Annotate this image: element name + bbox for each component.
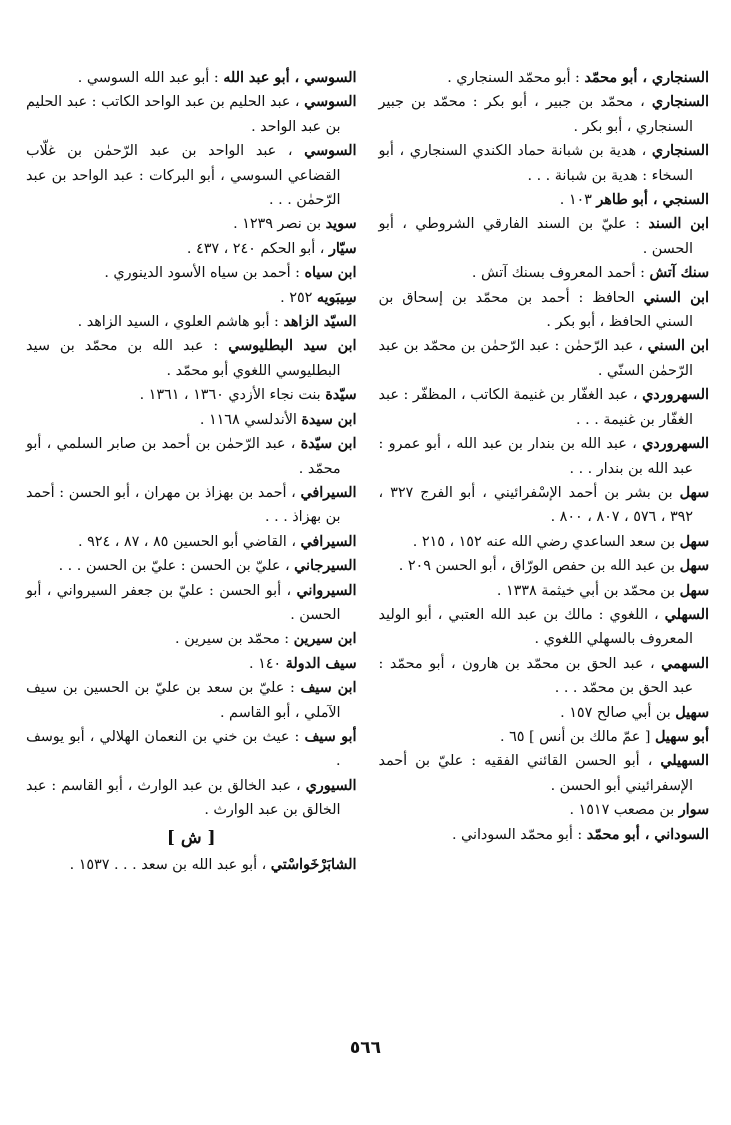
entry-text: ، عبد الرّحمٰن بن أحمد بن صابر السلمي ، أبو محمّد . xyxy=(26,436,341,477)
index-column-left xyxy=(26,66,357,877)
index-entry xyxy=(379,261,710,285)
entry-text: ، أبو الحكم ٢٤٠ ، ٤٣٧ . xyxy=(186,240,329,257)
entry-text: ، عبد الله بن بندار بن عبد الله ، أبو عمرو : عبد الله بن بندار . . . xyxy=(378,436,693,477)
entry-headword: ابن السني xyxy=(643,289,710,306)
index-column-right xyxy=(379,66,710,877)
entry-text: : أبو محمّد السوداني . xyxy=(451,826,587,843)
entry-text: ١٠٣ . xyxy=(559,192,597,209)
index-entry xyxy=(26,139,357,212)
entry-text: ٢٥٢ . xyxy=(280,289,317,306)
index-entry xyxy=(26,530,357,554)
entry-headword: السنجاري xyxy=(651,143,709,160)
entry-headword: سهل xyxy=(679,582,709,599)
index-entry xyxy=(379,139,710,188)
entry-headword: ابن السني xyxy=(647,338,710,355)
entry-headword: سهل xyxy=(679,484,709,501)
entry-headword: سهل xyxy=(679,533,709,550)
index-entry xyxy=(379,286,710,335)
entry-text: : عبد الله بن محمّد بن سيد البطليوسي اللغوي أبو محمّد . xyxy=(26,338,341,379)
index-entry xyxy=(26,853,357,877)
entry-text: : عليّ بن السند الفارقي الشروطي ، أبو الحسن . xyxy=(378,216,693,257)
entry-text: بن بشر بن أحمد الإسْفرائيني ، أبو الفرج ٣٢٧ ، ٣٩٢ ، ٥٧٦ ، ٨٠٧ ، ٨٠٠ . xyxy=(378,484,693,526)
page-number: ٥٦٦ xyxy=(349,1038,382,1058)
index-entry xyxy=(26,212,357,236)
index-entry xyxy=(379,823,710,847)
entry-headword: السهلي xyxy=(664,606,709,623)
entry-headword: ابن سيف xyxy=(300,680,357,697)
entry-headword: السنجاري ، أبو محمّد xyxy=(584,70,709,86)
entry-text: بن أبي صالح ١٥٧ . xyxy=(560,704,676,721)
entry-headword: السهروردي xyxy=(642,387,709,404)
entry-text: الحافظ : أحمد بن محمّد بن إسحاق بن السني الحافظ ، أبو بكر . xyxy=(378,289,693,331)
entry-text: بن نصر ١٢٣٩ . xyxy=(233,216,326,233)
index-entry xyxy=(26,237,357,261)
entry-text: ، عبد الرّحمٰن : عبد الرّحمٰن بن محمّد بن عبد الرّحمٰن السنّي . xyxy=(378,338,693,379)
index-entry xyxy=(26,725,357,774)
entry-text: ، أبو الحسن : عليّ بن جعفر السيرواني ، أبو الحسن . xyxy=(26,582,341,623)
entry-headword: سيف الدولة xyxy=(285,655,357,672)
entry-text: ، اللغوي : مالك بن عبد الله العتبي ، أبو الوليد المعروف بالسهلي اللغوي . xyxy=(378,606,693,648)
entry-headword: ابن سيدة xyxy=(301,411,357,428)
entry-headword: السهيلي xyxy=(660,753,709,770)
entry-text: ١٤٠ . xyxy=(248,655,286,672)
entry-headword: سوار xyxy=(678,802,709,819)
index-entry xyxy=(26,286,357,310)
index-entry xyxy=(26,627,357,651)
entry-headword: سيّدة xyxy=(325,387,357,404)
entry-text: ، عبد الحق بن محمّد بن هارون ، أبو محمّد : عبد الحق بن محمّد . . . xyxy=(378,655,693,697)
index-entry xyxy=(379,603,710,652)
index-entry xyxy=(379,212,710,261)
entry-headword: السيرجاني xyxy=(294,558,357,575)
entry-headword: الشابَرْخَواسْتي xyxy=(270,856,357,873)
entry-text: ، عبد الخالق بن عبد الوارث ، أبو القاسم : عبد الخالق بن عبد الوارث . xyxy=(26,777,341,819)
entry-text: ، هدية بن شبانة حماد الكندي السنجاري ، أبو السخاء : هدية بن شبانة . . . xyxy=(378,143,693,184)
entry-headword: سهل xyxy=(679,558,709,575)
index-entry xyxy=(379,579,710,603)
index-entry xyxy=(26,261,357,285)
entry-headword: السهمي xyxy=(661,655,709,672)
index-entry xyxy=(379,554,710,578)
index-entry xyxy=(379,334,710,383)
entry-text: : أبو محمّد السنجاري . xyxy=(447,70,585,86)
index-entry xyxy=(379,383,710,432)
entry-headword: السوسي ، أبو عبد الله xyxy=(223,70,357,86)
entry-headword: السيرافي xyxy=(300,484,357,501)
entry-text: : أبو عبد الله السوسي . xyxy=(77,70,224,86)
index-entry xyxy=(379,530,710,554)
entry-text: بن سعد الساعدي رضي الله عنه ١٥٢ ، ٢١٥ . xyxy=(412,533,680,550)
entry-text: ، عبد الواحد بن عبد الرّحمٰن بن غلّاب القضاعي السوسي ، أبو البركات : عبد الواحد بن عبد الرّحمٰن . . . xyxy=(26,143,341,209)
index-entry xyxy=(26,774,357,823)
entry-headword: ابن السند xyxy=(648,216,710,233)
index-entry xyxy=(26,676,357,725)
entry-headword: السيرواني xyxy=(296,582,357,599)
entry-text: ، عليّ بن الحسن : عليّ بن الحسن . . . xyxy=(58,558,295,575)
index-entry xyxy=(26,481,357,530)
entry-text: : محمّد بن سيرين . xyxy=(174,631,294,648)
entry-headword: أبو سيف xyxy=(304,728,357,745)
entry-text: : أحمد المعروف بسنك آتش . xyxy=(471,265,650,282)
index-entry xyxy=(26,90,357,139)
entry-text: : أبو هاشم العلوي ، السيد الزاهد . xyxy=(77,314,284,331)
entry-text: ، أبو الحسن القائني الفقيه : عليّ بن أحمد الإسفرائيني أبو الحسن . xyxy=(378,753,693,794)
entry-text: : عيث بن خني بن النعمان الهلالي ، أبو يوسف . xyxy=(26,728,341,770)
index-entry xyxy=(26,66,357,90)
entry-headword: السيّد الزاهد xyxy=(283,314,357,331)
index-entry xyxy=(379,481,710,530)
entry-headword: السوسي xyxy=(304,94,357,111)
entry-headword: سنك آتش xyxy=(649,265,709,282)
entry-headword: ابن سيّدة xyxy=(300,436,357,453)
entry-headword: سيّار xyxy=(328,240,357,257)
index-entry xyxy=(379,188,710,212)
entry-headword: السنجاري xyxy=(651,94,709,111)
entry-headword: السوسي xyxy=(304,143,357,160)
entry-text: الأندلسي ١١٦٨ . xyxy=(199,411,302,428)
entry-headword: أبو سهيل xyxy=(654,728,709,745)
entry-text: بنت نجاء الأزدي ١٣٦٠ ، ١٣٦١ . xyxy=(139,387,326,404)
entry-headword: ابن سيد البطليوسي xyxy=(228,338,357,355)
entry-headword: السوداني ، أبو محمّد xyxy=(586,826,709,843)
index-entry xyxy=(379,66,710,90)
entry-headword: السيوري xyxy=(305,777,357,794)
entry-text: ، أحمد بن بهزاذ بن مهران ، أبو الحسن : أحمد بن بهزاذ . . . xyxy=(26,484,341,526)
index-entry xyxy=(379,652,710,701)
entry-headword: سويد xyxy=(325,216,357,233)
letter-section-heading: [ ش ] xyxy=(166,827,216,848)
entry-text: : عليّ بن سعد بن عليّ بن الحسين بن سيف الآملي ، أبو القاسم . xyxy=(26,680,341,721)
entry-text: بن عبد الله بن حفص الورّاق ، أبو الحسن ٢٠٩ . xyxy=(398,558,680,575)
entry-text: ، عبد الحليم بن عبد الواحد الكاتب : عبد الحليم بن عبد الواحد . xyxy=(26,94,341,135)
entry-text: بن مصعب ١٥١٧ . xyxy=(569,802,679,819)
index-entry xyxy=(379,798,710,822)
index-entry xyxy=(379,725,710,749)
index-entry xyxy=(379,701,710,725)
entry-text: [ عمّ مالك بن أنس ] ٦٥ . xyxy=(500,728,655,745)
entry-headword: السيرافي xyxy=(300,533,357,550)
index-entry xyxy=(26,334,357,383)
index-entry xyxy=(26,432,357,481)
index-entry xyxy=(26,383,357,407)
index-entry xyxy=(26,310,357,334)
entry-text: ، محمّد بن جبير ، أبو بكر : محمّد بن جبير السنجاري ، أبو بكر . xyxy=(378,94,693,135)
entry-headword: السنجي ، أبو طاهر xyxy=(596,192,709,209)
entry-headword: سِيبَويه xyxy=(316,289,357,306)
entry-headword: سهيل xyxy=(675,704,709,721)
entry-text: : أحمد بن سياه الأسود الدينوري . xyxy=(104,265,305,282)
index-entry xyxy=(379,749,710,798)
index-entry xyxy=(379,90,710,139)
index-entry xyxy=(26,579,357,628)
entry-headword: السهروردي xyxy=(642,436,709,453)
index-entry xyxy=(26,652,357,676)
entry-text: ، أبو عبد الله بن سعد . . . ١٥٣٧ . xyxy=(69,856,271,873)
index-entry xyxy=(379,432,710,481)
index-entry xyxy=(26,408,357,432)
entry-text: بن محمّد بن أبي خيثمة ١٣٣٨ . xyxy=(496,582,680,599)
index-columns xyxy=(26,66,709,877)
entry-headword: ابن سيرين xyxy=(293,631,357,648)
index-entry xyxy=(26,554,357,578)
entry-text: ، عبد الغفّار بن غنيمة الكاتب ، المظفّر : عبد الغفّار بن غنيمة . . . xyxy=(378,387,693,428)
entry-text: ، القاضي أبو الحسين ٨٥ ، ٨٧ ، ٩٢٤ . xyxy=(78,533,301,550)
entry-headword: ابن سياه xyxy=(304,265,357,282)
